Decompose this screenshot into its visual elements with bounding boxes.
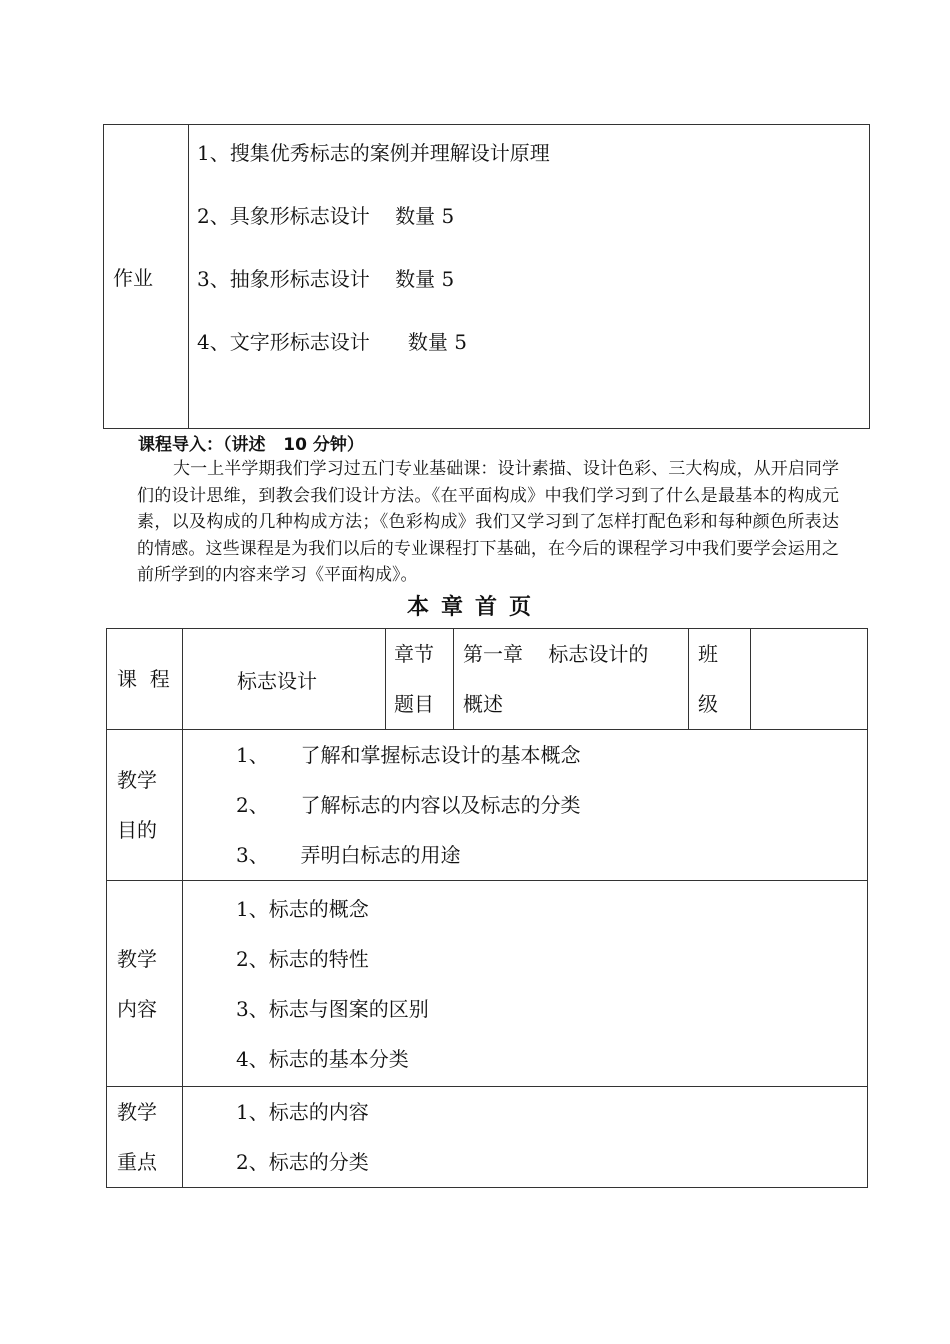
key-points-label-line: 教学 [117,1100,157,1124]
section-label [386,629,454,730]
section-value-line: 第一章 标志设计的 [463,642,649,666]
content-label-line: 内容 [117,996,157,1021]
section-label-line: 章节 [394,642,434,666]
content-label [107,881,183,1087]
key-point-item: 2、标志的分类 [236,1150,369,1174]
homework-item: 3、抽象形标志设计 数量 5 [197,267,455,291]
key-points-label-line: 重点 [117,1150,157,1174]
homework-item: 4、文字形标志设计 数量 5 [197,330,467,354]
class-value [751,629,868,730]
objective-item: 1、 了解和掌握标志设计的基本概念 [236,743,581,767]
section-label-line: 题目 [394,692,434,716]
objective-item: 2、 了解标志的内容以及标志的分类 [236,793,581,817]
objective-item: 3、 弄明白标志的用途 [236,843,461,867]
section-value [454,629,689,730]
homework-label: 作业 [104,125,189,429]
chapter-table [106,628,868,1188]
intro-title: 课程导入：（讲述 10 分钟） [138,435,364,455]
objectives-items [183,730,868,881]
key-point-item: 1、标志的内容 [236,1100,369,1124]
content-item: 2、标志的特性 [236,946,369,971]
homework-item: 2、具象形标志设计 数量 5 [197,204,455,228]
class-label [689,629,751,730]
intro-body: 大一上半学期我们学习过五门专业基础课：设计素描、设计色彩、三大构成，从开启同学们的设计思维，到教会我们设计方法。《在平面构成》中我们学习到了什么是最基本的构成元素，以及构成的几种构成方法；《色彩构成》我们又学习到了怎样打配色彩和每种颜色所表达的情感。这些课程是为我们以后的专业课程打下基础，在今后的课程学习中我们要学会运用之前所学到的内容来学习《平面构成》。 [137,459,839,585]
class-label-line: 级 [698,692,718,716]
content-item: 3、标志与图案的区别 [236,996,429,1021]
homework-item: 1、搜集优秀标志的案例并理解设计原理 [197,141,550,165]
key-points-label [107,1087,183,1188]
content-label-line: 教学 [117,946,157,971]
content-item: 4、标志的基本分类 [236,1046,409,1071]
objectives-label-line: 教学 [117,768,157,792]
course-value: 标志设计 [183,629,386,730]
course-label: 课 程 [107,629,183,730]
homework-items [189,125,870,429]
objectives-label-line: 目的 [117,818,157,842]
content-item: 1、标志的概念 [236,896,369,921]
class-label-line: 班 [698,642,718,666]
section-value-line: 概述 [463,692,503,716]
objectives-label [107,730,183,881]
chapter-title: 本章首页 [406,595,543,620]
homework-table [103,124,870,429]
content-items [183,881,868,1087]
key-points-items [183,1087,868,1188]
